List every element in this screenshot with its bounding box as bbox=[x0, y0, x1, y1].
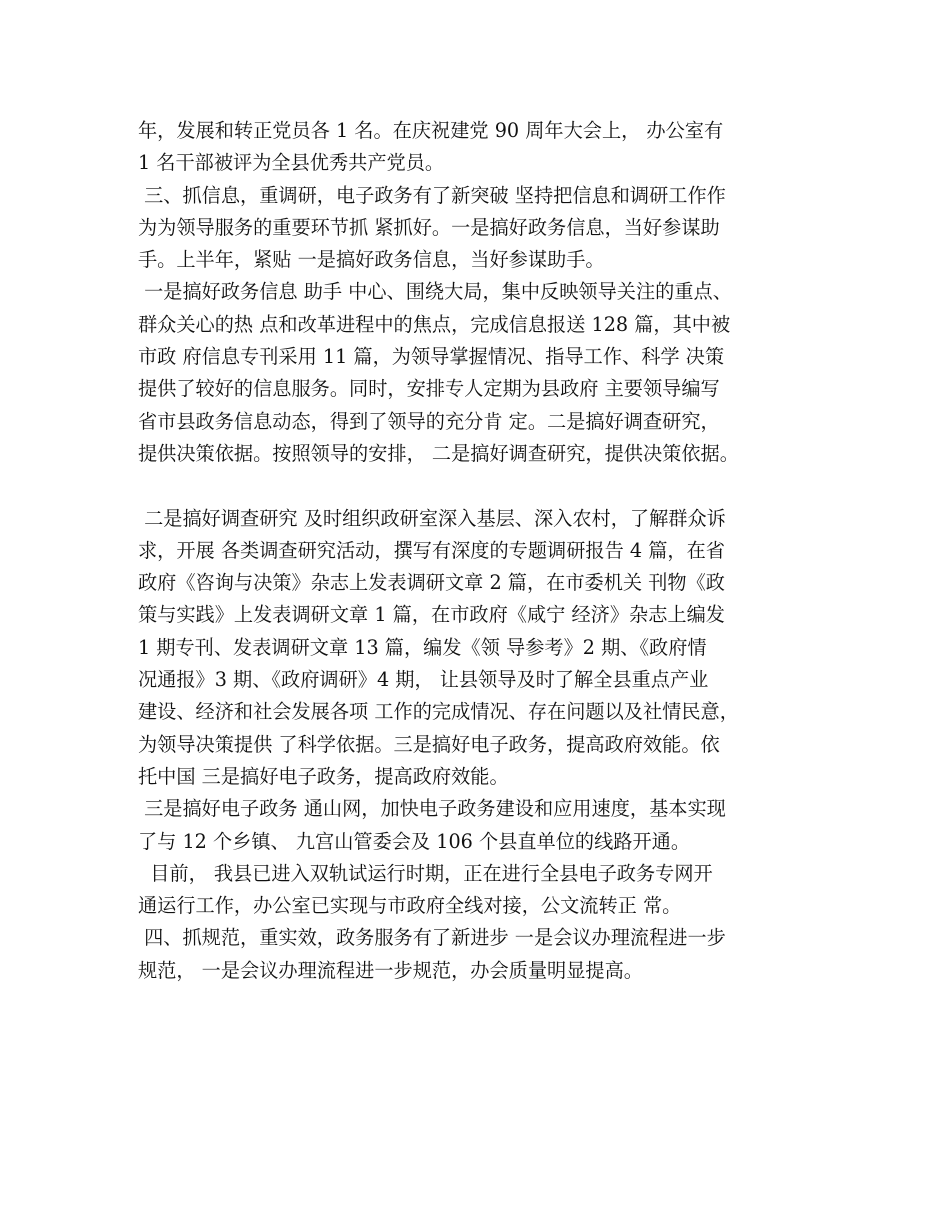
text-line: 策与实践》上发表调研文章 1 篇，在市政府《咸宁 经济》杂志上编发 bbox=[138, 603, 725, 627]
section-heading-line: 四、抓规范，重实效，政务服务有了新进步 一是会议办理流程进一步 bbox=[138, 926, 726, 950]
text-line: 目前， 我县已进入双轨试运行时期，正在进行全县电子政务专网开 bbox=[138, 861, 713, 885]
text-line: 托中国 三是搞好电子政务，提高政府效能。 bbox=[138, 764, 509, 788]
text-line: 规范， 一是会议办理流程进一步规范，办会质量明显提高。 bbox=[138, 958, 643, 982]
text-line: 二是搞好调查研究 及时组织政研室深入基层、深入农村，了解群众诉 bbox=[138, 506, 726, 530]
text-line: 手。上半年，紧贴 一是搞好政务信息，当好参谋助手。 bbox=[138, 248, 605, 272]
text-line: 1 名干部被评为全县优秀共产党员。 bbox=[138, 151, 445, 175]
text-line: 市政 府信息专刊采用 11 篇，为领导掌握情况、指导工作、科学 决策 bbox=[138, 345, 725, 369]
text-line: 况通报》3 期、《政府调研》4 期， 让县领导及时了解全县重点产业 bbox=[138, 668, 709, 692]
text-line: 政府《咨询与决策》杂志上发表调研文章 2 篇，在市委机关 刊物《政 bbox=[138, 571, 725, 595]
paragraph-gap bbox=[138, 470, 838, 502]
text-line: 群众关心的热 点和改革进程中的焦点，完成信息报送 128 篇，其中被 bbox=[138, 312, 731, 336]
text-line: 提供决策依据。按照领导的安排， 二是搞好调查研究，提供决策依据。 bbox=[138, 441, 739, 465]
text-line: 提供了较好的信息服务。同时，安排专人定期为县政府 主要领导编写 bbox=[138, 377, 720, 401]
text-line: 了与 12 个乡镇、 九宫山管委会及 106 个县直单位的线路开通。 bbox=[138, 829, 691, 853]
text-line: 为领导决策提供 了科学依据。三是搞好电子政务，提高政府效能。依 bbox=[138, 732, 720, 756]
text-line: 一是搞好政务信息 助手 中心、围绕大局，集中反映领导关注的重点、 bbox=[138, 280, 732, 304]
text-line: 年，发展和转正党员各 1 名。在庆祝建党 90 周年大会上， 办公室有 bbox=[138, 119, 724, 142]
text-line: 为为领导服务的重要环节抓 紧抓好。一是搞好政务信息，当好参谋助 bbox=[138, 215, 720, 239]
text-line: 三是搞好电子政务 通山网，加快电子政务建设和应用速度，基本实现 bbox=[138, 797, 726, 821]
text-line: 建设、经济和社会发展各项 工作的完成情况、存在问题以及社情民意， bbox=[138, 700, 739, 724]
document-body bbox=[138, 115, 838, 987]
text-line: 求，开展 各类调查研究活动，撰写有深度的专题调研报告 4 篇，在省 bbox=[138, 538, 725, 562]
text-line: 1 期专刊、发表调研文章 13 篇，编发《领 导参考》2 期、《政府情 bbox=[138, 635, 707, 659]
text-line: 通运行工作，办公室已实现与市政府全线对接，公文流转正 常。 bbox=[138, 894, 682, 918]
section-heading-line: 三、抓信息，重调研，电子政务有了新突破 坚持把信息和调研工作作 bbox=[138, 183, 726, 207]
text-line: 省市县政务信息动态，得到了领导的充分肯 定。二是搞好调查研究， bbox=[138, 409, 720, 433]
